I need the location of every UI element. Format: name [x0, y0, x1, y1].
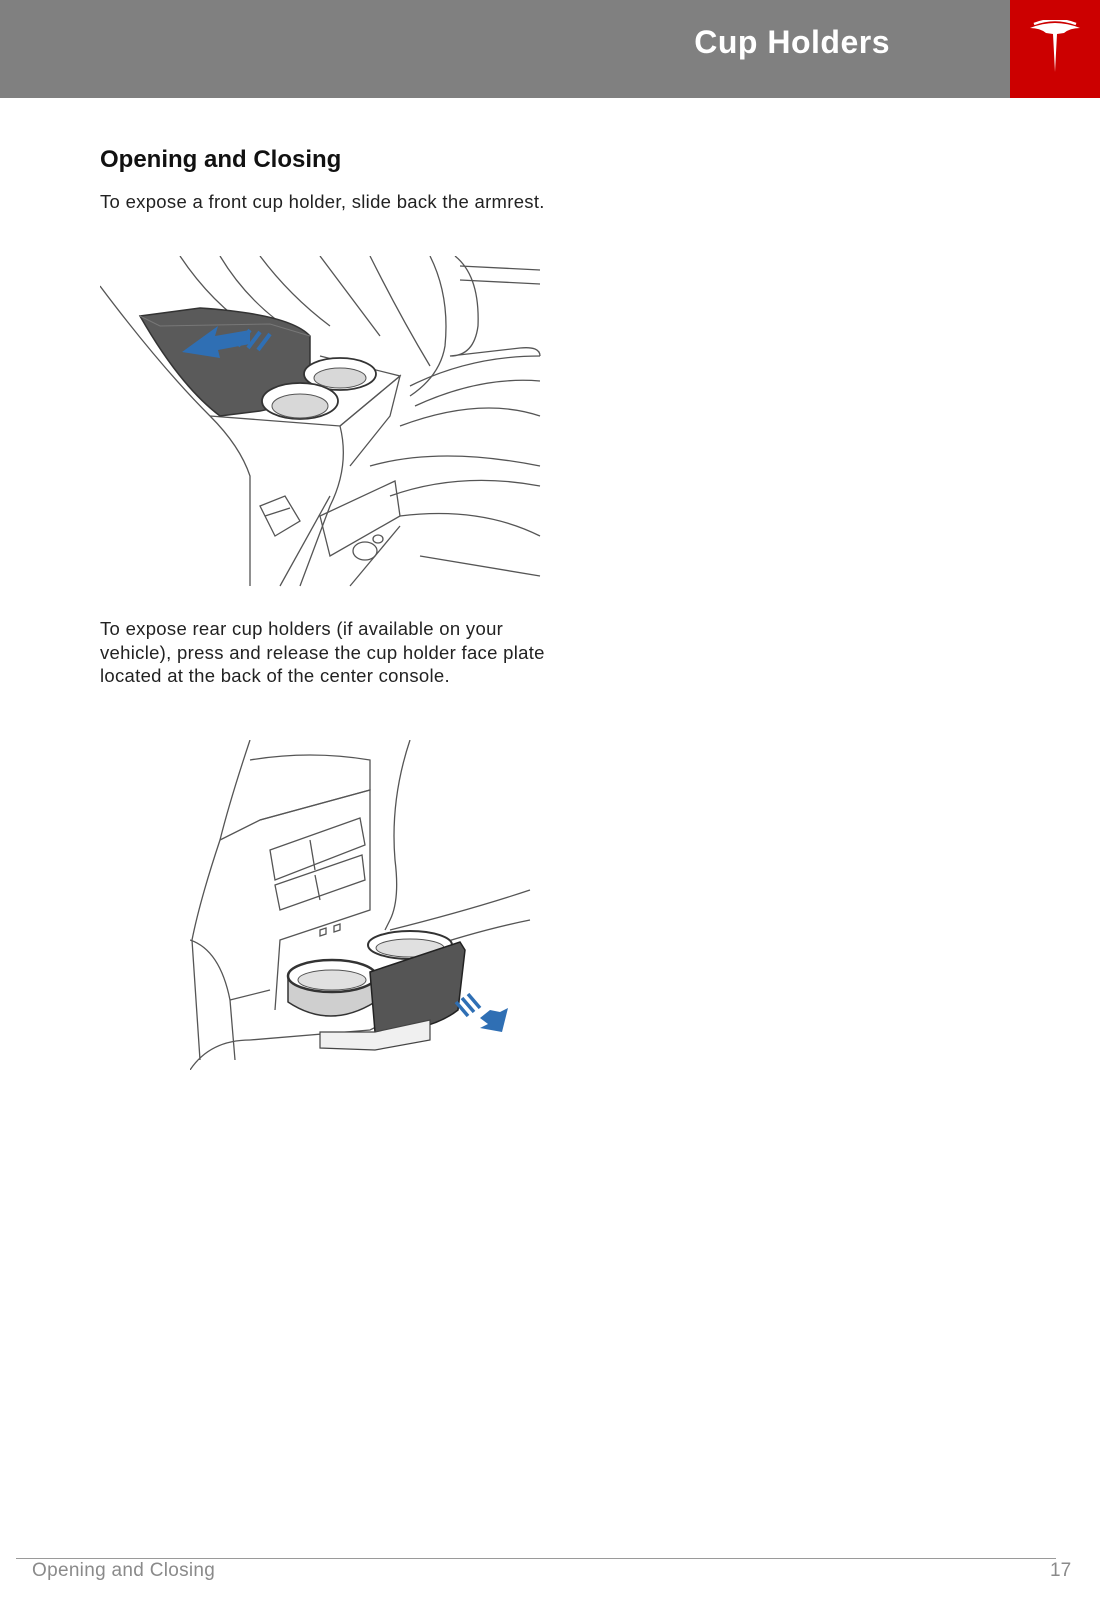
page-number: 17 [1050, 1560, 1072, 1581]
rear-cup-holder-illustration [190, 740, 545, 1070]
instruction-front: To expose a front cup holder, slide back the armrest. [100, 191, 545, 212]
page-title: Cup Holders [694, 24, 890, 60]
tesla-logo-icon [1026, 20, 1084, 78]
footer-divider [16, 1558, 1056, 1559]
header-bar [0, 0, 1010, 98]
section-title: Opening and Closing [100, 146, 342, 173]
front-cup-holder-illustration [100, 256, 545, 591]
press-release-arrow-icon [456, 994, 508, 1032]
tesla-logo [1010, 0, 1100, 98]
instruction-rear: To expose rear cup holders (if available on your vehicle), press and release the cup holder face plate located at the back of the center console. [100, 618, 545, 686]
footer-section-name: Opening and Closing [32, 1560, 216, 1581]
